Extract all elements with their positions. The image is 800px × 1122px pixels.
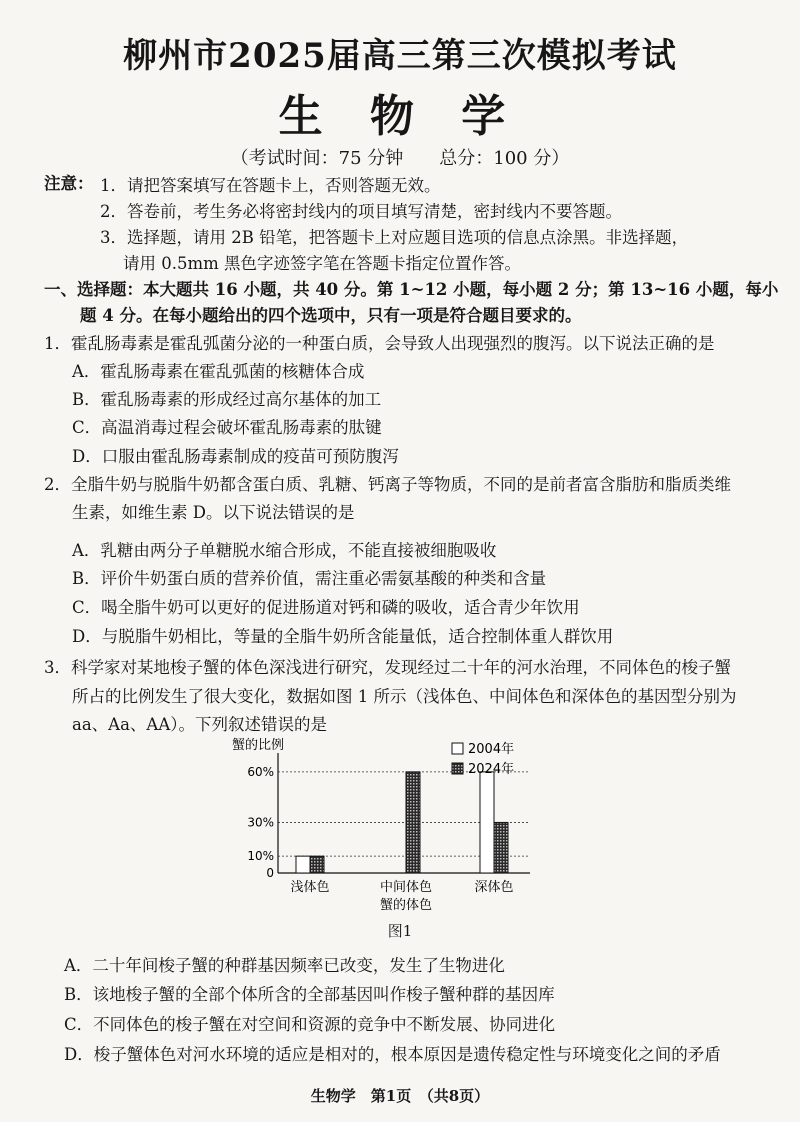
bar-2024-0	[310, 856, 324, 873]
question-3-stem-line2: 所占的比例发生了很大变化，数据如图 1 所示（浅体色、中间体色和深体色的基因型分别为	[72, 687, 737, 706]
x-axis-label: 蟹的体色	[379, 898, 433, 913]
bar-2024-2	[494, 822, 508, 873]
question-1-option-a: A．霍乱肠毒素在霍乱弧菌的核糖体合成	[72, 362, 365, 381]
notice-item-3-cont: 请用 0.5mm 黑色字迹签字笔在答题卡指定位置作答。	[123, 254, 522, 273]
question-1-option-b: B．霍乱肠毒素的形成经过高尔基体的加工	[72, 390, 382, 409]
question-2-option-c: C．喝全脂牛奶可以更好的促进肠道对钙和磷的吸收，适合青少年饮用	[72, 598, 580, 617]
question-1-option-d: D．口服由霍乱肠毒素制成的疫苗可预防腹泻	[72, 447, 399, 466]
question-2-option-a: A．乳糖由两分子单糖脱水缩合形成，不能直接被细胞吸收	[72, 541, 497, 560]
question-3-option-d: D．梭子蟹体色对河水环境的适应是相对的，根本原因是遗传稳定性与环境变化之间的矛盾	[64, 1045, 721, 1064]
y-tick-label-0: 0	[266, 866, 274, 880]
subject-title: 生 物 学	[278, 91, 522, 142]
question-2-option-b: B．评价牛奶蛋白质的营养价值，需注重必需氨基酸的种类和含量	[72, 569, 547, 588]
y-axis-label: 蟹的比例	[232, 738, 285, 753]
question-3-option-a: A．二十年间梭子蟹的种群基因频率已改变，发生了生物进化	[64, 956, 505, 975]
exam-time-info: （考试时间：75 分钟 总分：100 分）	[230, 148, 570, 169]
notice-label: 注意：	[44, 174, 94, 193]
legend-label-0: 2004年	[468, 742, 515, 757]
question-2-stem-line2: 生素，如维生素 D。以下说法错误的是	[72, 503, 355, 522]
notice-item-3: 3．选择题，请用 2B 铅笔，把答题卡上对应题目选项的信息点涂黑。非选择题，	[100, 228, 689, 247]
question-2-option-d: D．与脱脂牛奶相比，等量的全脂牛奶所含能量低，适合控制体重人群饮用	[72, 627, 614, 646]
figure-caption: 图1	[387, 922, 413, 940]
y-tick-label-10: 10%	[247, 849, 274, 864]
bar-2004-2	[480, 772, 494, 873]
x-tick-label-1: 中间体色	[379, 880, 433, 895]
notice-item-1: 1．请把答案填写在答题卡上，否则答题无效。	[100, 176, 441, 195]
question-3-option-c: C．不同体色的梭子蟹在对空间和资源的竞争中不断发展、协同进化	[64, 1015, 556, 1034]
bar-2024-1	[406, 772, 420, 873]
question-1-stem: 1．霍乱肠毒素是霍乱弧菌分泌的一种蛋白质，会导致人出现强烈的腹泻。以下说法正确的是	[44, 334, 715, 353]
exam-title: 柳州市2025届高三第三次模拟考试	[123, 36, 677, 76]
notice-item-2: 2．答卷前，考生务必将密封线内的项目填写清楚，密封线内不要答题。	[100, 202, 622, 221]
x-tick-label-0: 浅体色	[290, 880, 330, 895]
legend-swatch-1	[452, 763, 463, 774]
question-3-option-b: B．该地梭子蟹的全部个体所含的全部基因叫作梭子蟹种群的基因库	[64, 985, 555, 1004]
question-3-stem-line1: 3．科学家对某地梭子蟹的体色深浅进行研究，发现经过二十年的河水治理，不同体色的梭子蟹	[44, 658, 731, 677]
section-heading-line2: 题 4 分。在每小题给出的四个选项中，只有一项是符合题目要求的。	[80, 306, 582, 325]
question-3-stem-line3: aa、Aa、AA）。下列叙述错误的是	[72, 715, 328, 734]
question-2-stem-line1: 2．全脂牛奶与脱脂牛奶都含蛋白质、乳糖、钙离子等物质，不同的是前者富含脂肪和脂质类维	[44, 475, 731, 494]
x-tick-label-2: 深体色	[474, 880, 514, 895]
y-tick-label-60: 60%	[247, 764, 274, 779]
legend-swatch-0	[452, 743, 463, 754]
question-1-option-c: C．高温消毒过程会破坏霍乱肠毒素的肽键	[72, 418, 382, 437]
bar-2004-0	[296, 856, 310, 873]
y-tick-label-30: 30%	[247, 815, 274, 830]
legend-label-1: 2024年	[468, 762, 515, 777]
crab-color-bar-chart	[230, 735, 570, 915]
section-heading-line1: 一、选择题：本大题共 16 小题，共 40 分。第 1~12 小题，每小题 2 分；第 13~16 小题，每小	[44, 280, 779, 299]
page-footer: 生物学 第1页 （共8页）	[310, 1087, 490, 1105]
